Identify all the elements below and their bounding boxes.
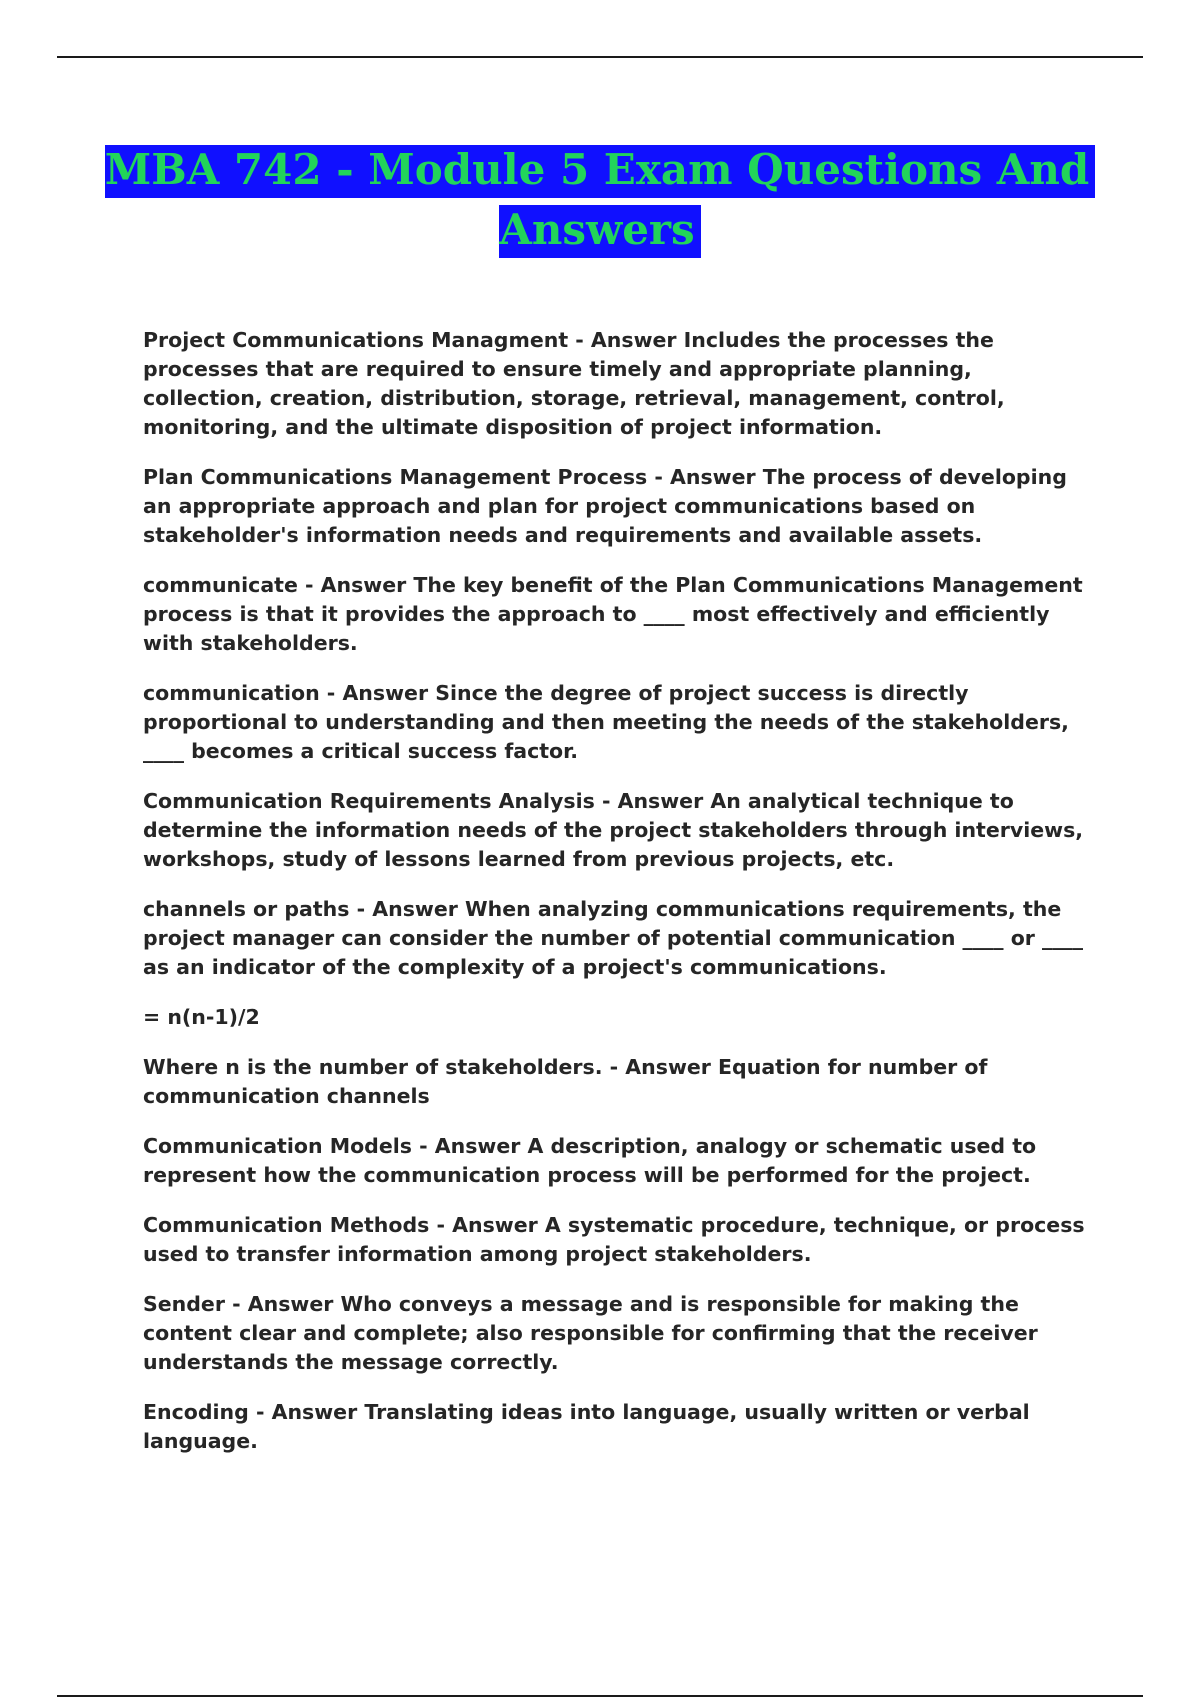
qa-item: Encoding - Answer Translating ideas into language, usually written or verbal language. bbox=[143, 1400, 1030, 1453]
qa-list bbox=[143, 326, 1098, 1477]
qa-item: = n(n-1)/2 bbox=[143, 1005, 260, 1029]
qa-item: Sender - Answer Who conveys a message and is responsible for making the content clear and complete; also responsible for confirming that the receiver understands the message correctly. bbox=[143, 1292, 1038, 1374]
top-rule bbox=[57, 56, 1143, 58]
qa-item: channels or paths - Answer When analyzing communications requirements, the project manager can consider the number of potential communication ____ or ____ as an indicator of the complexity of a project's communications. bbox=[143, 897, 1084, 979]
qa-item: Communication Methods - Answer A systematic procedure, technique, or process used to transfer information among project stakeholders. bbox=[143, 1213, 1085, 1266]
title-line-1 bbox=[100, 140, 1100, 200]
qa-item: Where n is the number of stakeholders. - Answer Equation for number of communication channels bbox=[143, 1055, 988, 1108]
qa-item: communicate - Answer The key benefit of the Plan Communications Management process is that it provides the approach to ____ most effectively and efficiently with stakeholders. bbox=[143, 573, 1083, 655]
qa-item: communication - Answer Since the degree of project success is directly proportional to understanding and then meeting the needs of the stakeholders, ____ becomes a critical success factor. bbox=[143, 681, 1069, 763]
bottom-rule bbox=[57, 1695, 1143, 1697]
document-title bbox=[100, 140, 1100, 260]
qa-item: Communication Models - Answer A description, analogy or schematic used to represent how the communication process will be performed for the project. bbox=[143, 1134, 1037, 1187]
title-text-2: Answers bbox=[499, 205, 700, 258]
title-text-1: MBA 742 - Module 5 Exam Questions And bbox=[105, 145, 1096, 198]
title-line-2 bbox=[100, 200, 1100, 260]
qa-item: Project Communications Managment - Answer Includes the processes the processes that are required to ensure timely and appropriate planning, collection, creation, distribution, storage, retrieval, management, control, monitoring, and the ultimate disposition of project information. bbox=[143, 328, 1005, 439]
qa-item: Communication Requirements Analysis - Answer An analytical technique to determine the information needs of the project stakeholders through interviews, workshops, study of lessons learned from previous projects, etc. bbox=[143, 789, 1084, 871]
qa-item: Plan Communications Management Process - Answer The process of developing an appropriate approach and plan for project communications based on stakeholder's information needs and requirements and available assets. bbox=[143, 465, 1067, 547]
